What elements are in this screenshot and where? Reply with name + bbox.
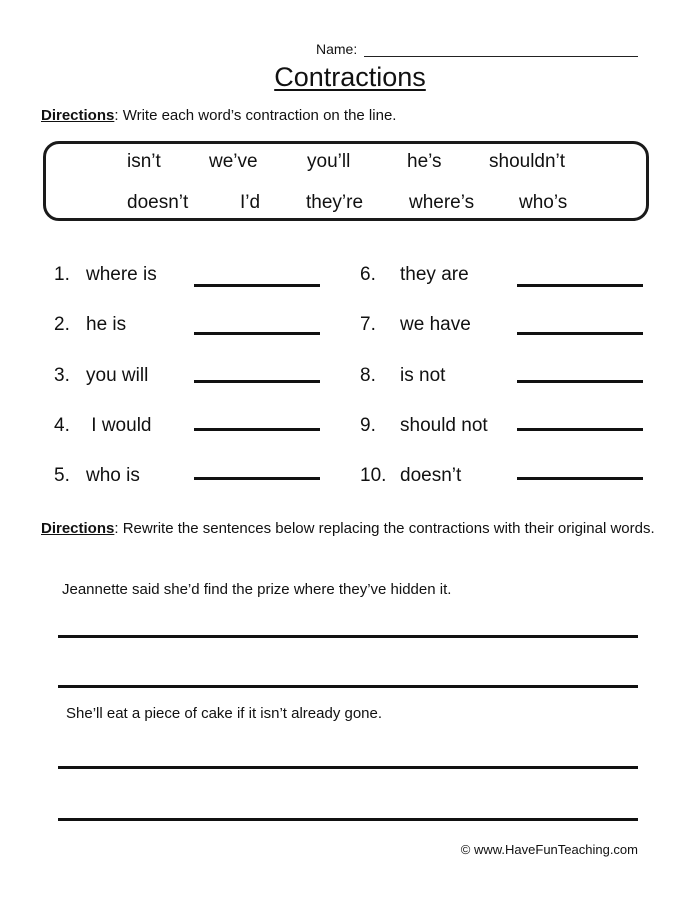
item-number: 10. <box>360 465 387 486</box>
name-line[interactable] <box>364 56 638 57</box>
word-bank-word: shouldn’t <box>489 151 566 172</box>
answer-line[interactable] <box>517 284 643 287</box>
sentence-1: Jeannette said she’d find the prize where they’ve hidden it. <box>62 581 452 598</box>
word-bank-word: you’ll <box>307 151 351 172</box>
item-number: 3. <box>54 365 70 386</box>
write-line[interactable] <box>58 818 638 821</box>
item-text: should not <box>400 415 488 436</box>
word-bank-word: where’s <box>409 192 475 213</box>
word-bank-word: who’s <box>519 192 568 213</box>
word-bank-word: we’ve <box>209 151 258 172</box>
item-text: you will <box>86 365 149 386</box>
item-text: they are <box>400 264 469 285</box>
answer-line[interactable] <box>517 428 643 431</box>
directions-1 <box>41 106 396 126</box>
answer-line[interactable] <box>194 284 320 287</box>
word-bank-word: he’s <box>407 151 442 172</box>
word-bank-word: doesn’t <box>127 192 189 213</box>
copyright-footer: © www.HaveFunTeaching.com <box>460 842 638 857</box>
write-line[interactable] <box>58 685 638 688</box>
write-line[interactable] <box>58 766 638 769</box>
answer-line[interactable] <box>194 332 320 335</box>
directions-2 <box>41 519 661 539</box>
item-text: we have <box>400 314 471 335</box>
item-number: 8. <box>360 365 376 386</box>
directions-2-text: : Rewrite the sentences below replacing the contractions with their original words. <box>114 520 655 537</box>
write-line[interactable] <box>58 635 638 638</box>
answer-line[interactable] <box>517 380 643 383</box>
answer-line[interactable] <box>194 428 320 431</box>
item-number: 2. <box>54 314 70 335</box>
directions-2-label: Directions <box>41 520 115 537</box>
word-bank-word: they’re <box>306 192 364 213</box>
word-bank-word: isn’t <box>127 151 161 172</box>
item-text: doesn’t <box>400 465 462 486</box>
item-number: 4. <box>54 415 70 436</box>
answer-line[interactable] <box>194 477 320 480</box>
answer-line[interactable] <box>517 332 643 335</box>
item-number: 9. <box>360 415 376 436</box>
answer-line[interactable] <box>194 380 320 383</box>
item-text: he is <box>86 314 127 335</box>
sentence-2: She’ll eat a piece of cake if it isn’t already gone. <box>66 705 383 722</box>
item-text: where is <box>86 264 157 285</box>
directions-1-text: : Write each word’s contraction on the line. <box>114 107 397 124</box>
answer-line[interactable] <box>517 477 643 480</box>
page-title: Contractions <box>274 62 426 92</box>
item-number: 6. <box>360 264 376 285</box>
name-label: Name: <box>316 41 358 57</box>
item-text: is not <box>400 365 446 386</box>
word-bank-word: I’d <box>240 192 261 213</box>
item-number: 1. <box>54 264 70 285</box>
item-text: I would <box>86 415 152 436</box>
directions-1-label: Directions <box>41 107 115 124</box>
item-number: 5. <box>54 465 70 486</box>
item-text: who is <box>86 465 140 486</box>
item-number: 7. <box>360 314 376 335</box>
